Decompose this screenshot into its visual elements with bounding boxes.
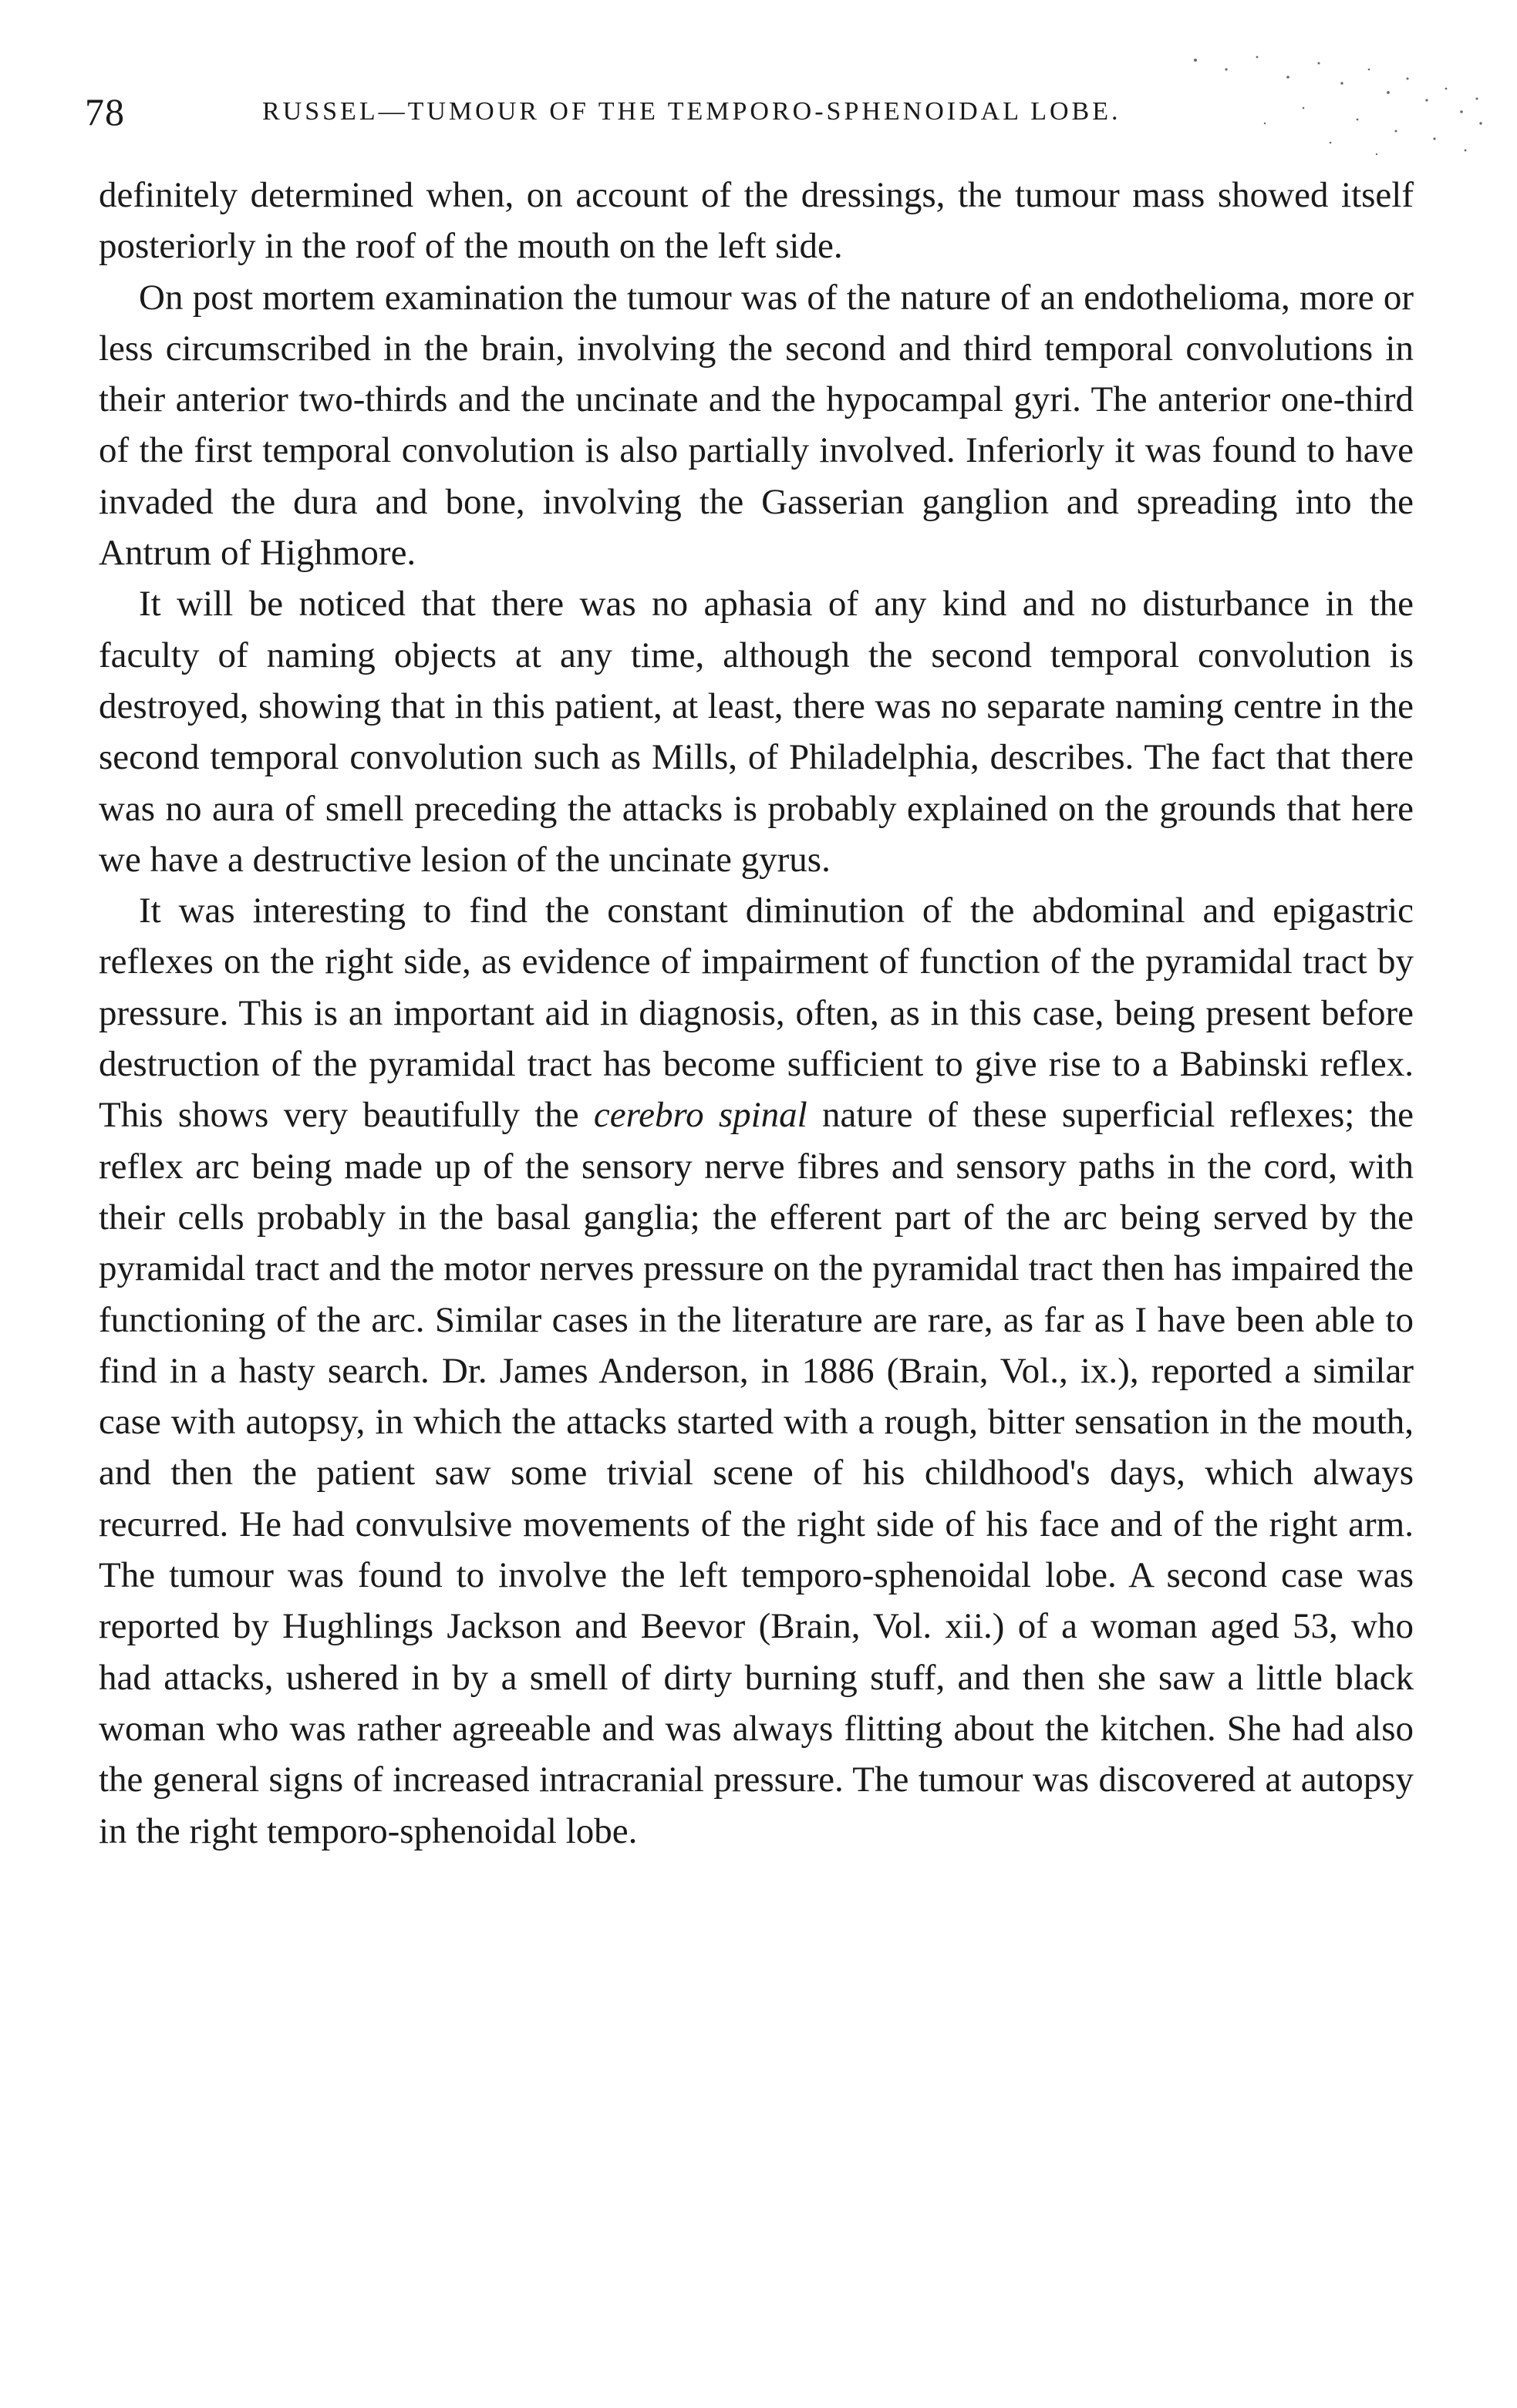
running-head: RUSSEL—TUMOUR OF THE TEMPORO-SPHENOIDAL LOBE. bbox=[262, 97, 1121, 126]
paragraph: On post mortem examination the tumour was of the nature of an endothelioma, more or less circumscribed in the brain, involving the second and third temporal convolutions in their anterior two-thirds and the uncinate and the hypocampal gyri. The anterior one-third of the first temporal convolution is also partially involved. Inferiorly it was found to have invaded the dura and bone, involving the Gasserian ganglion and spreading into the Antrum of Highmore. bbox=[99, 277, 1414, 574]
body-text bbox=[99, 170, 1414, 1857]
paragraph-text: It was interesting to find the constant diminution of the abdominal and epigastric reflexes on the right side, as evidence of impairment of function of the pyramidal tract by pressure. This is an important aid in diagnosis, often, as in this case, being present before destruction of the pyramidal tract has become sufficient to give rise to a Babinski reflex. This shows very beautifully the bbox=[99, 891, 1414, 1136]
page-number: 78 bbox=[85, 90, 125, 133]
paragraph-text: nature of these superficial reflexes; the reflex arc being made up of the sensory nerve fibres and sensory paths in the cord, with their cells probably in the basal ganglia; the efferent part of the arc being served by the pyramidal tract and the motor nerves pressure on the pyramidal tract then has impaired the functioning of the arc. Similar cases in the literature are rare, as far as I have been able to find in a hasty search. Dr. James Anderson, in 1886 (Brain, Vol., ix.), reported a similar case with autopsy, in which the attacks started with a rough, bitter sensation in the mouth, and then the patient saw some trivial scene of his childhood's days, which always recurred. He had convulsive movements of the right side of his face and of the right arm. The tumour was found to involve the left temporo-sphenoidal lobe. A second case was reported by Hughlings Jackson and Beevor (Brain, Vol. xii.) of a woman aged 53, who had attacks, ushered in by a smell of dirty burning stuff, and then she saw a little black woman who was rather agreeable and was always flitting about the kitchen. She had also the general signs of increased intracranial pressure. The tumour was discovered at autopsy in the right temporo-sphenoidal lobe. bbox=[99, 1095, 1414, 1851]
paragraph: It will be noticed that there was no aphasia of any kind and no disturbance in the faculty of naming objects at any time, although the second temporal convolution is destroyed, showing that in this patient, at least, there was no separate naming centre in the second temporal convolution such as Mills, of Philadelphia, describes. The fact that there was no aura of smell preceding the attacks is probably explained on the grounds that here we have a destructive lesion of the uncinate gyrus. bbox=[99, 584, 1414, 880]
paragraph: definitely determined when, on account of the dressings, the tumour mass showed itself posteriorly in the roof of the mouth on the left side. bbox=[99, 175, 1414, 267]
paragraph bbox=[99, 885, 1414, 1857]
italic-term: cerebro spinal bbox=[593, 1095, 807, 1136]
print-specks-decoration bbox=[1064, 46, 1496, 170]
